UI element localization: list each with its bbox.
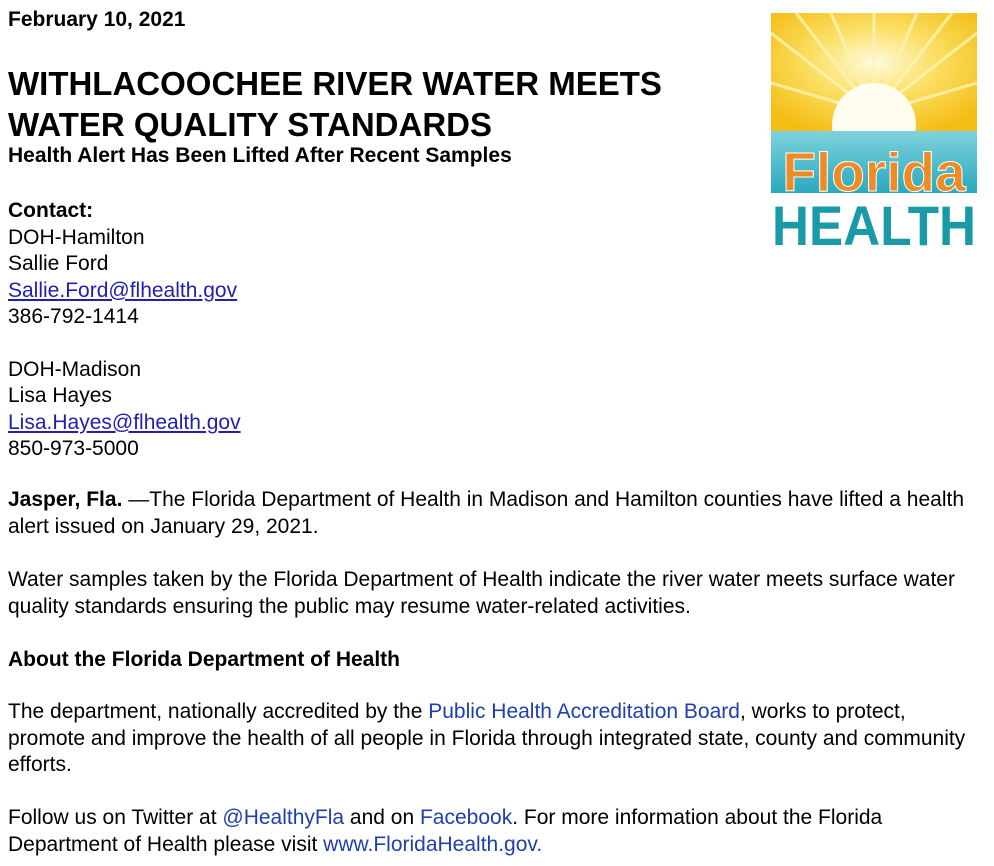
website-link[interactable]: www.FloridaHealth.gov. [323,832,543,856]
release-date: February 10, 2021 [8,8,186,31]
contact-phone: 386-792-1414 [8,305,139,328]
dateline: Jasper, Fla. [8,488,123,511]
twitter-link[interactable]: @HealthyFla [222,806,345,829]
follow-text: Follow us on Twitter at [8,806,223,829]
accreditation-board-link[interactable]: Public Health Accreditation Board [428,700,740,723]
headline-line-1: WITHLACOOCHEE RIVER WATER MEETS [8,65,662,102]
follow-text: . For more information about the Florida Department of Health please visit [8,806,883,856]
contact-label: Contact: [8,199,94,222]
about-text: The department, nationally accredited by the [8,700,429,723]
about-paragraph [8,699,986,779]
contact-name: Lisa Hayes [8,384,112,407]
contact-phone: 850-973-5000 [8,437,139,460]
logo-florida-word: Florida [782,141,966,203]
logo-health-word: HEALTH [772,194,976,248]
florida-health-logo [771,13,977,248]
contact-email-link[interactable]: Lisa.Hayes@flhealth.gov [8,410,241,434]
contact-section [8,198,241,463]
contact-name: Sallie Ford [8,252,109,275]
intro-text: —The Florida Department of Health in Madison and Hamilton counties have lifted a health alert issued on January 29, 2021. [8,488,965,538]
follow-text: and on [344,806,420,829]
intro-paragraph [8,487,986,540]
subheadline: Health Alert Has Been Lifted After Recent Samples [8,144,512,167]
about-heading: About the Florida Department of Health [8,648,401,671]
contact-office: DOH-Hamilton [8,225,145,249]
follow-paragraph [8,805,986,858]
headline-line-2: WATER QUALITY STANDARDS [8,106,492,143]
headline [8,63,662,145]
samples-paragraph: Water samples taken by the Florida Department of Health indicate the river water meets surface water quality standards ensuring the public may resume water-related activities. [8,568,955,618]
facebook-link[interactable]: Facebook [419,806,513,829]
contact-office: DOH-Madison [8,357,142,381]
contact-email-link[interactable]: Sallie.Ford@flhealth.gov [8,278,238,302]
about-text: , works to protect, promote and improve the health of all people in Florida through integrated state, county and community efforts. [8,700,966,776]
